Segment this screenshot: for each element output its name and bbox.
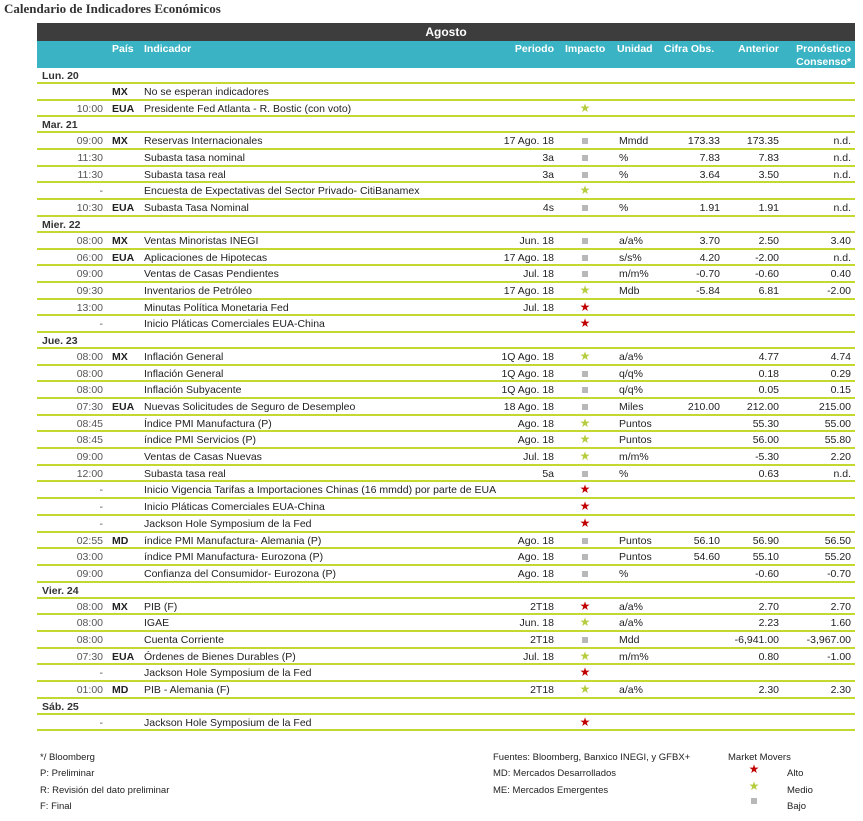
previous-value-cell: 56.00	[752, 434, 779, 447]
indicator-table	[37, 68, 855, 731]
indicator-cell: Jackson Hole Symposium de la Fed	[144, 716, 312, 729]
impact-medium-star-icon: ★	[579, 682, 591, 696]
period-cell: Ago. 18	[517, 567, 554, 580]
time-cell: 10:30	[76, 202, 103, 215]
country-cell: MX	[112, 600, 128, 613]
table-row	[37, 266, 855, 283]
period-cell: Ago. 18	[517, 434, 554, 447]
time-cell: -	[99, 517, 103, 530]
consensus-cell: 2.20	[830, 451, 851, 464]
period-cell: 17 Ago. 18	[503, 284, 554, 297]
previous-value-cell: 0.80	[758, 650, 779, 663]
observed-value-cell: -0.70	[696, 268, 720, 281]
previous-value-cell: 2.30	[758, 684, 779, 696]
observed-value-cell: 7.83	[699, 152, 720, 165]
table-row	[37, 167, 855, 184]
table-row	[37, 599, 855, 616]
impact-medium-star-icon: ★	[579, 183, 591, 198]
consensus-cell: 2.30	[830, 684, 851, 696]
period-cell: Ago. 18	[517, 551, 554, 564]
indicator-cell: Minutas Política Monetaria Fed	[144, 301, 289, 314]
country-cell: MX	[112, 86, 128, 98]
table-row	[37, 399, 855, 416]
header-indicador: Indicador	[144, 43, 192, 55]
table-row	[37, 533, 855, 550]
consensus-cell: 215.00	[818, 401, 851, 413]
previous-value-cell: 2.23	[758, 617, 779, 630]
time-cell: 09:00	[76, 135, 103, 148]
previous-value-cell: 173.35	[746, 135, 779, 148]
indicator-cell: IGAE	[144, 617, 170, 630]
time-cell: 02:55	[76, 534, 103, 547]
period-cell: 3a	[542, 152, 554, 165]
table-row	[37, 349, 855, 366]
unit-cell: %	[619, 168, 629, 181]
footnote-md: MD: Mercados Desarrollados	[493, 768, 617, 779]
indicator-cell: Jackson Hole Symposium de la Fed	[144, 517, 312, 530]
indicator-cell: Inicio Pláticas Comerciales EUA-China	[144, 501, 325, 514]
indicator-cell: Nuevas Solicitudes de Seguro de Desempleo	[144, 401, 356, 413]
impact-medium-star-icon: ★	[579, 449, 591, 464]
consensus-cell: 55.20	[824, 551, 851, 564]
previous-value-cell: 2.50	[758, 234, 779, 247]
impact-low-square-icon	[578, 550, 592, 563]
indicator-cell: Inflación Subyacente	[144, 384, 242, 397]
previous-value-cell: 55.30	[752, 417, 779, 430]
impact-medium-star-icon: ★	[579, 615, 591, 630]
consensus-cell: 55.00	[824, 417, 851, 430]
consensus-cell: -2.00	[827, 284, 851, 297]
indicator-cell: índice PMI Manufactura- Eurozona (P)	[144, 551, 324, 564]
previous-value-cell: 0.18	[758, 367, 779, 380]
page-title: Calendario de Indicadores Económicos	[4, 1, 221, 16]
indicator-cell: Encuesta de Expectativas del Sector Privado- CitiBanamex	[144, 185, 420, 198]
table-row	[37, 200, 855, 217]
table-row	[37, 300, 855, 317]
country-cell: MX	[112, 350, 128, 363]
header-unidad: Unidad	[617, 43, 653, 55]
previous-value-cell: -2.00	[755, 251, 779, 264]
table-row	[37, 549, 855, 566]
market-movers-title: Market Movers	[728, 752, 791, 763]
indicator-cell: Órdenes de Bienes Durables (P)	[144, 650, 296, 663]
impact-medium-star-icon: ★	[579, 415, 591, 430]
consensus-cell: n.d.	[833, 467, 851, 480]
table-row	[37, 233, 855, 250]
time-cell: 10:00	[76, 102, 103, 115]
country-cell: MX	[112, 234, 128, 247]
observed-value-cell: 3.70	[699, 234, 720, 247]
consensus-cell: 55.80	[824, 434, 851, 447]
time-cell: 08:45	[76, 417, 103, 430]
table-row	[37, 316, 855, 333]
time-cell: 07:30	[76, 650, 103, 663]
unit-cell: s/s%	[619, 251, 642, 264]
time-cell: -	[99, 667, 103, 680]
table-row	[37, 416, 855, 433]
indicator-cell: índice PMI Manufactura- Alemania (P)	[144, 534, 322, 547]
unit-cell: a/a%	[619, 684, 643, 696]
day-label: Mar. 21	[42, 119, 78, 132]
time-cell: 09:00	[76, 268, 103, 281]
consensus-cell: 3.40	[830, 234, 851, 247]
unit-cell: m/m%	[619, 451, 649, 464]
time-cell: 08:00	[76, 633, 103, 646]
impact-high-star-icon: ★	[579, 316, 591, 331]
indicator-cell: Subasta tasa real	[144, 168, 226, 181]
table-row	[37, 516, 855, 533]
indicator-cell: Subasta tasa real	[144, 467, 226, 480]
indicator-cell: PIB (F)	[144, 600, 178, 613]
table-row	[37, 150, 855, 167]
time-cell: 08:00	[76, 234, 103, 247]
period-cell: 2T18	[530, 600, 554, 613]
previous-value-cell: -6,941.00	[734, 633, 779, 646]
day-header-row	[37, 333, 855, 349]
day-label: Mier. 22	[42, 218, 81, 231]
previous-value-cell: -5.30	[755, 451, 779, 464]
consensus-cell: 2.70	[830, 600, 851, 613]
column-header-row	[37, 41, 855, 68]
day-label: Vier. 24	[42, 584, 79, 597]
impact-low-square-icon	[578, 400, 592, 413]
header-pais: País	[112, 43, 134, 55]
footnote-bloomberg: */ Bloomberg	[40, 752, 95, 763]
table-row	[37, 615, 855, 632]
impact-low-square-icon	[578, 633, 592, 646]
footnote-revision: R: Revisión del dato preliminar	[40, 785, 170, 796]
time-cell: 08:00	[76, 600, 103, 613]
period-cell: 17 Ago. 18	[503, 135, 554, 148]
indicator-cell: No se esperan indicadores	[144, 86, 269, 98]
table-row	[37, 432, 855, 449]
table-row	[37, 84, 855, 101]
table-row	[37, 101, 855, 118]
indicator-cell: Ventas de Casas Pendientes	[144, 268, 279, 281]
indicator-cell: índice PMI Servicios (P)	[144, 434, 257, 447]
time-cell: 03:00	[76, 551, 103, 564]
unit-cell: Miles	[619, 401, 644, 413]
table-row	[37, 466, 855, 483]
legend-bajo-square-icon	[747, 793, 761, 807]
consensus-cell: 1.60	[830, 617, 851, 630]
table-row	[37, 665, 855, 682]
consensus-cell: 4.74	[830, 350, 851, 363]
indicator-cell: Índice PMI Manufactura (P)	[144, 417, 272, 430]
period-cell: Ago. 18	[517, 534, 554, 547]
observed-value-cell: 1.91	[699, 202, 720, 215]
indicator-cell: PIB - Alemania (F)	[144, 684, 230, 696]
period-cell: Jun. 18	[519, 617, 554, 630]
observed-value-cell: 54.60	[693, 551, 720, 564]
impact-medium-star-icon: ★	[579, 348, 591, 363]
time-cell: -	[99, 716, 103, 729]
indicator-cell: Confianza del Consumidor- Eurozona (P)	[144, 567, 337, 580]
legend-medio-star-icon: ★	[748, 779, 760, 793]
period-cell: 5a	[542, 467, 554, 480]
previous-value-cell: 0.63	[758, 467, 779, 480]
time-cell: -	[99, 185, 103, 198]
indicator-cell: Ventas Minoristas INEGI	[144, 234, 259, 247]
time-cell: -	[99, 501, 103, 514]
impact-high-star-icon: ★	[579, 714, 591, 729]
table-row	[37, 649, 855, 666]
consensus-cell: -3,967.00	[806, 633, 851, 646]
unit-cell: %	[619, 202, 629, 215]
impact-low-square-icon	[578, 534, 592, 547]
impact-low-square-icon	[578, 467, 592, 480]
day-header-row	[37, 117, 855, 133]
footnote-fuentes: Fuentes: Bloomberg, Banxico INEGI, y GFBX+	[493, 752, 691, 763]
table-row	[37, 682, 855, 699]
unit-cell: Puntos	[619, 551, 652, 564]
time-cell: 13:00	[76, 301, 103, 314]
impact-low-square-icon	[578, 251, 592, 264]
legend-medio-label: Medio	[787, 785, 813, 796]
table-row	[37, 183, 855, 200]
footnote-preliminar: P: Preliminar	[40, 768, 95, 779]
table-row	[37, 566, 855, 583]
impact-low-square-icon	[578, 567, 592, 580]
indicator-cell: Subasta Tasa Nominal	[144, 202, 249, 215]
period-cell: 2T18	[530, 633, 554, 646]
observed-value-cell: 210.00	[687, 401, 720, 413]
period-cell: 1Q Ago. 18	[501, 367, 554, 380]
consensus-cell: n.d.	[833, 135, 851, 148]
indicator-cell: Inflación General	[144, 350, 224, 363]
legend-alto-label: Alto	[787, 768, 804, 779]
header-pronostico: Pronóstico	[796, 43, 851, 55]
day-header-row	[37, 699, 855, 715]
consensus-cell: -0.70	[827, 567, 851, 580]
time-cell: 07:30	[76, 401, 103, 413]
indicator-cell: Reservas Internacionales	[144, 135, 263, 148]
time-cell: 08:00	[76, 384, 103, 397]
table-row	[37, 482, 855, 499]
unit-cell: Mdb	[619, 284, 640, 297]
table-row	[37, 366, 855, 383]
time-cell: 09:30	[76, 284, 103, 297]
unit-cell: Mdd	[619, 633, 640, 646]
impact-low-square-icon	[578, 234, 592, 247]
impact-medium-star-icon: ★	[579, 100, 591, 115]
unit-cell: %	[619, 567, 629, 580]
time-cell: 11:30	[77, 152, 103, 165]
unit-cell: a/a%	[619, 617, 643, 630]
time-cell: 09:00	[76, 567, 103, 580]
previous-value-cell: 2.70	[758, 600, 779, 613]
day-label: Sáb. 25	[42, 700, 79, 713]
period-cell: 1Q Ago. 18	[501, 350, 554, 363]
header-consenso: Consenso*	[796, 56, 851, 68]
period-cell: Jul. 18	[523, 301, 554, 314]
impact-low-square-icon	[578, 168, 592, 181]
header-cifra-obs: Cifra Obs.	[664, 43, 715, 55]
country-cell: MX	[112, 135, 128, 148]
unit-cell: Mmdd	[619, 135, 649, 148]
previous-value-cell: -0.60	[755, 567, 779, 580]
footnote-me: ME: Mercados Emergentes	[493, 785, 609, 796]
impact-low-square-icon	[578, 134, 592, 147]
time-cell: 08:00	[76, 367, 103, 380]
period-cell: Jul. 18	[523, 650, 554, 663]
impact-low-square-icon	[578, 151, 592, 164]
consensus-cell: 56.50	[824, 534, 851, 547]
table-row	[37, 382, 855, 399]
unit-cell: a/a%	[619, 600, 643, 613]
unit-cell: Puntos	[619, 417, 652, 430]
indicator-cell: Jackson Hole Symposium de la Fed	[144, 667, 312, 680]
consensus-cell: 0.40	[830, 268, 851, 281]
period-cell: 18 Ago. 18	[503, 401, 554, 413]
consensus-cell: 0.29	[830, 367, 851, 380]
unit-cell: %	[619, 467, 629, 480]
impact-high-star-icon: ★	[579, 515, 591, 530]
period-cell: 4s	[542, 202, 554, 215]
table-row	[37, 715, 855, 732]
country-cell: EUA	[112, 102, 135, 115]
country-cell: MD	[112, 534, 129, 547]
observed-value-cell: 4.20	[699, 251, 720, 264]
previous-value-cell: 7.83	[758, 152, 779, 165]
previous-value-cell: 212.00	[746, 401, 779, 413]
footer	[0, 750, 863, 820]
time-cell: 09:00	[76, 451, 103, 464]
unit-cell: m/m%	[619, 268, 649, 281]
impact-low-square-icon	[578, 267, 592, 280]
time-cell: 08:45	[76, 434, 103, 447]
impact-medium-star-icon: ★	[579, 648, 591, 663]
impact-high-star-icon: ★	[579, 598, 591, 613]
legend-bajo-label: Bajo	[787, 801, 807, 812]
day-header-row	[37, 217, 855, 233]
unit-cell: m/m%	[619, 650, 649, 663]
period-cell: Jul. 18	[523, 268, 554, 281]
indicator-cell: Ventas de Casas Nuevas	[144, 451, 262, 464]
period-cell: 17 Ago. 18	[503, 251, 554, 264]
time-cell: -	[99, 484, 103, 497]
unit-cell: Puntos	[619, 434, 652, 447]
country-cell: EUA	[112, 401, 135, 413]
time-cell: 08:00	[76, 350, 103, 363]
impact-low-square-icon	[578, 201, 592, 214]
footnote-final: F: Final	[40, 801, 72, 812]
table-row	[37, 250, 855, 267]
unit-cell: q/q%	[619, 384, 643, 397]
table-row	[37, 632, 855, 649]
table-row	[37, 283, 855, 300]
indicator-cell: Inicio Vigencia Tarifas a Importaciones Chinas (16 mmdd) por parte de EUA	[144, 484, 497, 497]
observed-value-cell: -5.84	[696, 284, 720, 297]
time-cell: 12:00	[76, 467, 103, 480]
consensus-cell: 0.15	[830, 384, 851, 397]
period-cell: 3a	[542, 168, 554, 181]
observed-value-cell: 3.64	[699, 168, 720, 181]
time-cell: 06:00	[76, 251, 103, 264]
day-label: Lun. 20	[42, 70, 79, 82]
header-anterior: Anterior	[738, 43, 779, 55]
impact-high-star-icon: ★	[579, 665, 591, 680]
period-cell: Jul. 18	[523, 451, 554, 464]
previous-value-cell: 4.77	[758, 350, 779, 363]
impact-high-star-icon: ★	[579, 499, 591, 514]
unit-cell: Puntos	[619, 534, 652, 547]
indicator-cell: Cuenta Corriente	[144, 633, 224, 646]
impact-high-star-icon: ★	[579, 482, 591, 497]
consensus-cell: n.d.	[833, 168, 851, 181]
impact-high-star-icon: ★	[579, 299, 591, 314]
consensus-cell: n.d.	[833, 202, 851, 215]
table-row	[37, 133, 855, 150]
previous-value-cell: 56.90	[752, 534, 779, 547]
time-cell: -	[99, 318, 103, 331]
legend-alto-star-icon: ★	[748, 762, 760, 776]
unit-cell: q/q%	[619, 367, 643, 380]
header-impacto: Impacto	[565, 43, 606, 55]
period-cell: 1Q Ago. 18	[501, 384, 554, 397]
indicator-cell: Inflación General	[144, 367, 224, 380]
unit-cell: %	[619, 152, 629, 165]
period-cell: 2T18	[530, 684, 554, 696]
previous-value-cell: 55.10	[752, 551, 779, 564]
consensus-cell: n.d.	[833, 251, 851, 264]
impact-medium-star-icon: ★	[579, 432, 591, 447]
day-header-row	[37, 583, 855, 599]
indicator-cell: Inventarios de Petróleo	[144, 284, 252, 297]
previous-value-cell: 0.05	[758, 384, 779, 397]
table-row	[37, 449, 855, 466]
month-header: Agosto	[37, 23, 855, 41]
previous-value-cell: 1.91	[758, 202, 779, 215]
consensus-cell: -1.00	[827, 650, 851, 663]
impact-medium-star-icon: ★	[579, 282, 591, 297]
country-cell: EUA	[112, 202, 135, 215]
period-cell: Ago. 18	[517, 417, 554, 430]
period-cell: Jun. 18	[519, 234, 554, 247]
indicator-cell: Aplicaciones de Hipotecas	[144, 251, 268, 264]
previous-value-cell: 6.81	[758, 284, 779, 297]
previous-value-cell: -0.60	[755, 268, 779, 281]
time-cell: 11:30	[77, 168, 103, 181]
table-row	[37, 499, 855, 516]
country-cell: EUA	[112, 650, 135, 663]
country-cell: EUA	[112, 251, 135, 264]
time-cell: 08:00	[76, 617, 103, 630]
indicator-cell: Presidente Fed Atlanta - R. Bostic (con voto)	[144, 102, 352, 115]
unit-cell: a/a%	[619, 234, 643, 247]
indicator-cell: Subasta tasa nominal	[144, 152, 245, 165]
header-periodo: Periodo	[514, 43, 554, 55]
observed-value-cell: 56.10	[693, 534, 720, 547]
time-cell: 01:00	[76, 684, 103, 696]
impact-low-square-icon	[578, 367, 592, 380]
day-header-row	[37, 68, 855, 84]
consensus-cell: n.d.	[833, 152, 851, 165]
indicator-cell: Inicio Pláticas Comerciales EUA-China	[144, 318, 325, 331]
day-label: Jue. 23	[42, 334, 78, 347]
impact-low-square-icon	[578, 383, 592, 396]
previous-value-cell: 3.50	[758, 168, 779, 181]
country-cell: MD	[112, 684, 129, 696]
observed-value-cell: 173.33	[687, 135, 720, 148]
unit-cell: a/a%	[619, 350, 643, 363]
